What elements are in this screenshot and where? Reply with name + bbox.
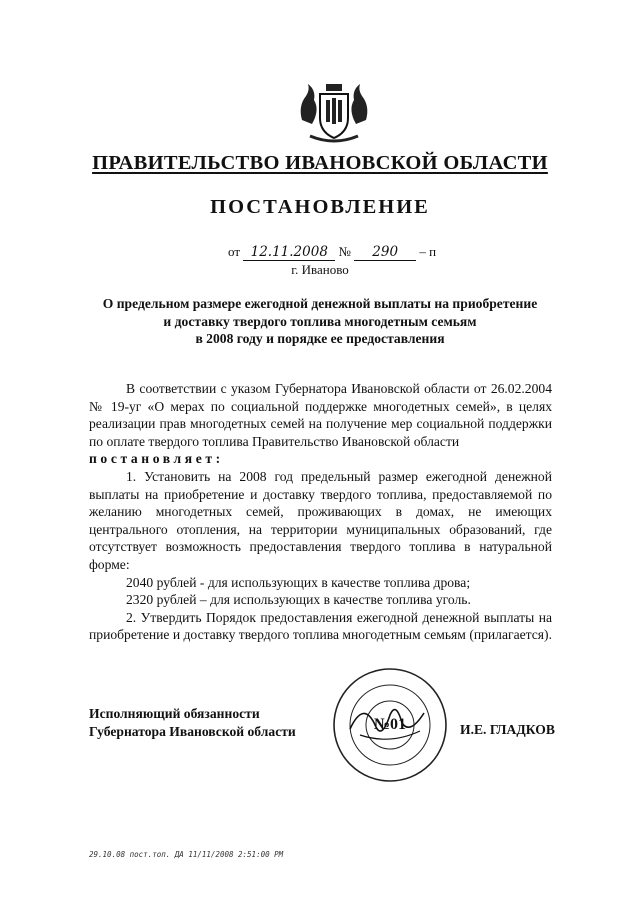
document-subject <box>90 295 550 348</box>
coat-of-arms-emblem <box>296 80 372 144</box>
date-prefix: от <box>228 244 241 259</box>
signer-position-line-2: Губернатора Ивановской области <box>89 723 296 739</box>
official-seal-stamp <box>320 665 460 785</box>
number-prefix: № <box>338 244 351 259</box>
document-body <box>89 380 552 644</box>
item-1-firewood: 2040 рублей - для использующих в качестве топлива дрова; <box>126 574 471 590</box>
file-metadata-footer: 29.10.08 пост.топ. ДА 11/11/2008 2:51:00 PM <box>89 850 284 859</box>
date-number-line <box>228 244 436 261</box>
government-title: ПРАВИТЕЛЬСТВО ИВАНОВСКОЙ ОБЛАСТИ <box>92 152 548 174</box>
signer-name: И.Е. ГЛАДКОВ <box>460 722 555 737</box>
number-suffix: – п <box>419 244 437 259</box>
resolves-keyword: постановляет: <box>89 451 224 467</box>
stamp-number: №01 <box>373 716 407 733</box>
signer-position <box>89 705 296 740</box>
subject-line-3: в 2008 году и порядке ее предоставления <box>195 331 445 347</box>
decree-date: 12.11.2008 <box>243 244 335 261</box>
item-1-paragraph: 1. Установить на 2008 год предельный размер ежегодной денежной выплаты на приобретение и доставку твердого топлива, предоставляемой по желанию многодетных семей, проживающих в домах, не имеющих центрального отопления, на территории муниципальных образований, где отсутствует возможность предоставления твердого топлива в натуральной форме: <box>89 468 552 572</box>
document-type: ПОСТАНОВЛЕНИЕ <box>210 196 430 218</box>
subject-line-1: О предельном размере ежегодной денежной выплаты на приобретение <box>102 296 538 311</box>
item-1-coal: 2320 рублей – для использующих в качестве топлива уголь. <box>126 592 471 608</box>
subject-line-2: и доставку твердого топлива многодетным семьям <box>163 313 477 329</box>
item-2-paragraph: 2. Утвердить Порядок предоставления ежегодной денежной выплаты на приобретение и доставку твердого топлива многодетным семьям (прилагается). <box>89 609 552 643</box>
signer-position-line-1: Исполняющий обязанности <box>89 706 260 721</box>
preamble-paragraph: В соответствии с указом Губернатора Ивановской области от 26.02.2004 № 19-уг «О мерах по социальной поддержке многодетных семей», в целях реализации прав многодетных семей на получение мер социальной поддержки по оплате твердого топлива Правительство Ивановской области <box>89 381 552 449</box>
city: г. Иваново <box>291 262 349 277</box>
decree-number: 290 <box>354 244 416 261</box>
